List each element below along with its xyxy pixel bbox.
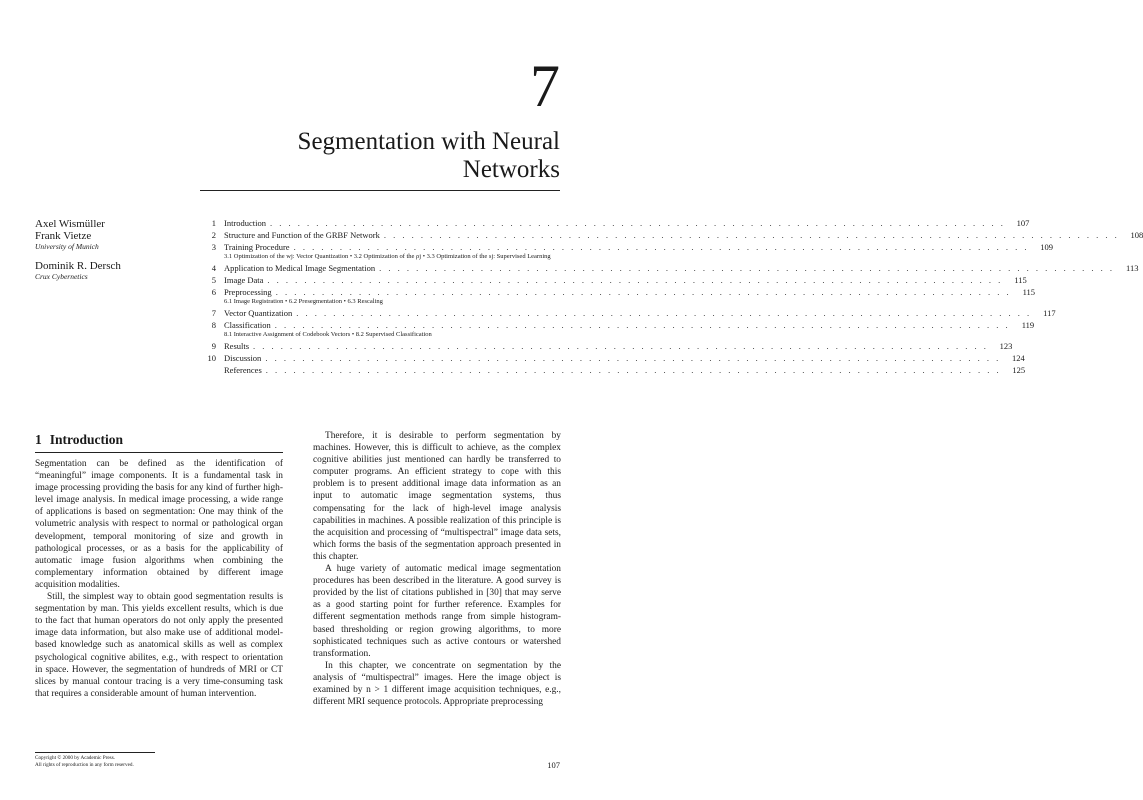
toc-entry-page: 124 bbox=[1011, 353, 1025, 363]
toc-entry-number: 5 bbox=[211, 275, 216, 285]
toc-leader-dots: . . . . . . . . . . . . . . . . . . . . . . . . . . . . . . . . . . . . . . . . . . . . . . . . . . . . . . . . . . . . . . . . . . . . . . . . . . . . . . . . bbox=[267, 275, 1003, 285]
author-name: Axel Wismüller bbox=[35, 218, 105, 230]
paragraph: Therefore, it is desirable to perform segmentation by machines. However, this is difficult to achieve, as the complex cognitive abilities just mentioned can hardly be transferred to computer programs. An efficient strategy to cope with this problem is to present additional image data information as an input to automatic image segmentation systems, thus compensating for the lack of high-level image analysis capabilities in machines. A possible realization of this principle is the acquisition and processing of “multispectral” image data sets, which forms the basis of the segmentation approach presented in this chapter. bbox=[313, 431, 561, 562]
toc-entry bbox=[198, 340, 1013, 352]
toc-subsections: 8.1 Interactive Assignment of Codebook Vectors • 8.2 Supervised Classification bbox=[224, 331, 432, 338]
section-number: 1 bbox=[35, 432, 42, 447]
author-name: Frank Vietze bbox=[35, 230, 92, 242]
toc-entry bbox=[198, 274, 1027, 286]
toc-leader-dots: . . . . . . . . . . . . . . . . . . . . . . . . . . . . . . . . . . . . . . . . . . . . . . . . . . . . . . . . . . . . . . . . . . . . . . . . . . . . . . . . bbox=[275, 287, 1012, 297]
toc-entry-title: Vector Quantization bbox=[224, 308, 293, 318]
toc-leader-dots: . . . . . . . . . . . . . . . . . . . . . . . . . . . . . . . . . . . . . . . . . . . . . . . . . . . . . . . . . . . . . . . . . . . . . . . . . . . . . . . . bbox=[253, 341, 989, 351]
author-list bbox=[35, 218, 195, 282]
toc-entry-page: 108 bbox=[1130, 230, 1143, 240]
toc-entry-page: 107 bbox=[1016, 218, 1030, 228]
toc-entry-title: Classification bbox=[224, 320, 271, 330]
toc-entry-page: 123 bbox=[999, 341, 1013, 351]
section-heading bbox=[35, 432, 283, 453]
toc-entry bbox=[198, 229, 1143, 241]
toc-leader-dots: . . . . . . . . . . . . . . . . . . . . . . . . . . . . . . . . . . . . . . . . . . . . . . . . . . . . . . . . . . . . . . . . . . . . . . . . . . . . . . . . bbox=[265, 365, 1002, 375]
toc-entry-title: Introduction bbox=[224, 218, 267, 228]
toc-leader-dots: . . . . . . . . . . . . . . . . . . . . . . . . . . . . . . . . . . . . . . . . . . . . . . . . . . . . . . . . . . . . . . . . . . . . . . . . . . . . . . . . bbox=[274, 320, 1011, 330]
toc-entry-title: Training Procedure bbox=[224, 242, 290, 252]
toc-entry-page: 117 bbox=[1043, 308, 1056, 318]
toc-entry bbox=[198, 364, 1026, 376]
toc-leader-dots: . . . . . . . . . . . . . . . . . . . . . . . . . . . . . . . . . . . . . . . . . . . . . . . . . . . . . . . . . . . . . . . . . . . . . . . . . . . . . . . . bbox=[379, 263, 1115, 273]
toc-leader-dots: . . . . . . . . . . . . . . . . . . . . . . . . . . . . . . . . . . . . . . . . . . . . . . . . . . . . . . . . . . . . . . . . . . . . . . . . . . . . . . . . bbox=[293, 242, 1029, 252]
toc-entry-page: 115 bbox=[1014, 275, 1027, 285]
toc-entry-number: 3 bbox=[211, 242, 216, 252]
section-title: Introduction bbox=[49, 432, 124, 447]
title-rule bbox=[200, 190, 560, 191]
paragraph: Still, the simplest way to obtain good segmentation results is segmentation by man. This yields excellent results, which is due to the fact that human operators do not only apply the presented image data information, but also make use of additional model-based knowledge such as anatomical skills as well as complex psychological cognitive abilites, e.g., with respect to orientation in space. However, the segmentation of hundreds of MRI or CT slices by manual contour tracing is a very time-consuming task that requires a considerable amount of human intervention. bbox=[35, 592, 283, 699]
page-number: 107 bbox=[547, 760, 560, 770]
author-affiliation: Crux Cybernetics bbox=[35, 272, 88, 281]
toc-subsections: 3.1 Optimization of the wj: Vector Quantization • 3.2 Optimization of the ρj • 3.3 Optimization of the sj: Supervised Learning bbox=[224, 253, 551, 260]
toc-entry-title: References bbox=[224, 365, 262, 375]
copyright-footnote bbox=[35, 755, 134, 769]
toc-entry-page: 109 bbox=[1040, 242, 1053, 252]
toc-entry-title: Discussion bbox=[224, 353, 262, 363]
toc-entry-page: 125 bbox=[1012, 365, 1026, 375]
toc-entry-number: 6 bbox=[211, 287, 216, 297]
toc-entry bbox=[198, 262, 1139, 274]
chapter-title bbox=[140, 128, 560, 184]
rights-line: All rights of reproduction in any form reserved. bbox=[35, 762, 134, 768]
toc-entry-title: Preprocessing bbox=[224, 287, 272, 297]
table-of-contents bbox=[198, 217, 1143, 376]
toc-entry-number: 10 bbox=[207, 353, 216, 363]
toc-entry-title: Results bbox=[224, 341, 250, 351]
chapter-title-line1: Segmentation with Neural bbox=[297, 128, 560, 155]
footnote-rule bbox=[35, 752, 155, 753]
paragraph: In this chapter, we concentrate on segmentation by the analysis of “multispectral” images. Here the image object is examined by n > 1 different image acquisition techniques, e.g., different MRI sequence protocols. Appropriate preprocessing bbox=[313, 660, 561, 708]
toc-entry-title: Structure and Function of the GRBF Network bbox=[224, 230, 380, 240]
toc-entry-number: 7 bbox=[211, 308, 216, 318]
toc-entry-number: 2 bbox=[211, 230, 216, 240]
author-affiliation: University of Munich bbox=[35, 242, 99, 251]
toc-leader-dots: . . . . . . . . . . . . . . . . . . . . . . . . . . . . . . . . . . . . . . . . . . . . . . . . . . . . . . . . . . . . . . . . . . . . . . . . . . . . . . . . bbox=[270, 218, 1006, 228]
toc-entry-number: 1 bbox=[211, 218, 216, 228]
paragraph: A huge variety of automatic medical image segmentation procedures has been described in the literature. A good survey is provided by the list of citations published in [30] that may serve as a good starting point for further reference. Examples for different segmentation methods range from simple histogram-based thresholding or region growing algorithms, to more sophisticated techniques such as active contours or watershed transformation. bbox=[313, 564, 561, 659]
toc-entry-number: 9 bbox=[211, 341, 216, 351]
toc-entry-number bbox=[198, 364, 216, 376]
toc-entry-page: 113 bbox=[1126, 263, 1139, 273]
left-column bbox=[35, 432, 283, 700]
author-name: Dominik R. Dersch bbox=[35, 260, 121, 272]
toc-subsections: 6.1 Image Registration • 6.2 Presegmentation • 6.3 Rescaling bbox=[224, 298, 383, 305]
toc-entry-page: 115 bbox=[1022, 287, 1036, 297]
toc-entry bbox=[198, 217, 1030, 229]
copyright-line: Copyright © 2000 by Academic Press. bbox=[35, 755, 116, 761]
toc-entry bbox=[198, 307, 1056, 319]
toc-entry-page: 119 bbox=[1021, 320, 1035, 330]
chapter-title-line2: Networks bbox=[462, 156, 560, 183]
toc-leader-dots: . . . . . . . . . . . . . . . . . . . . . . . . . . . . . . . . . . . . . . . . . . . . . . . . . . . . . . . . . . . . . . . . . . . . . . . . . . . . . . . . bbox=[296, 308, 1032, 318]
toc-leader-dots: . . . . . . . . . . . . . . . . . . . . . . . . . . . . . . . . . . . . . . . . . . . . . . . . . . . . . . . . . . . . . . . . . . . . . . . . . . . . . . . . bbox=[265, 353, 1001, 363]
paragraph: Segmentation can be defined as the identification of “meaningful” image components. It is a fundamental task in image processing providing the basis for any kind of further high-level image analysis. In medical image processing, a wide range of applications is based on segmentation: One may think of the volumetric analysis with respect to normal or pathological organ development, temporal monitoring of size and growth in pathological processes, or as a basis for the applicability of automatic image fusion algorithms when combining the complementary information obtained by different image acquisition modalities. bbox=[35, 459, 283, 590]
toc-entry-title: Application to Medical Image Segmentation bbox=[224, 263, 376, 273]
right-column bbox=[313, 430, 561, 708]
chapter-number: 7 bbox=[530, 53, 560, 119]
toc-entry-number: 8 bbox=[211, 320, 216, 330]
toc-entry-number: 4 bbox=[211, 263, 216, 273]
toc-leader-dots: . . . . . . . . . . . . . . . . . . . . . . . . . . . . . . . . . . . . . . . . . . . . . . . . . . . . . . . . . . . . . . . . . . . . . . . . . . . . . . . . bbox=[383, 230, 1120, 240]
toc-entry bbox=[198, 352, 1025, 364]
toc-entry-title: Image Data bbox=[224, 275, 264, 285]
